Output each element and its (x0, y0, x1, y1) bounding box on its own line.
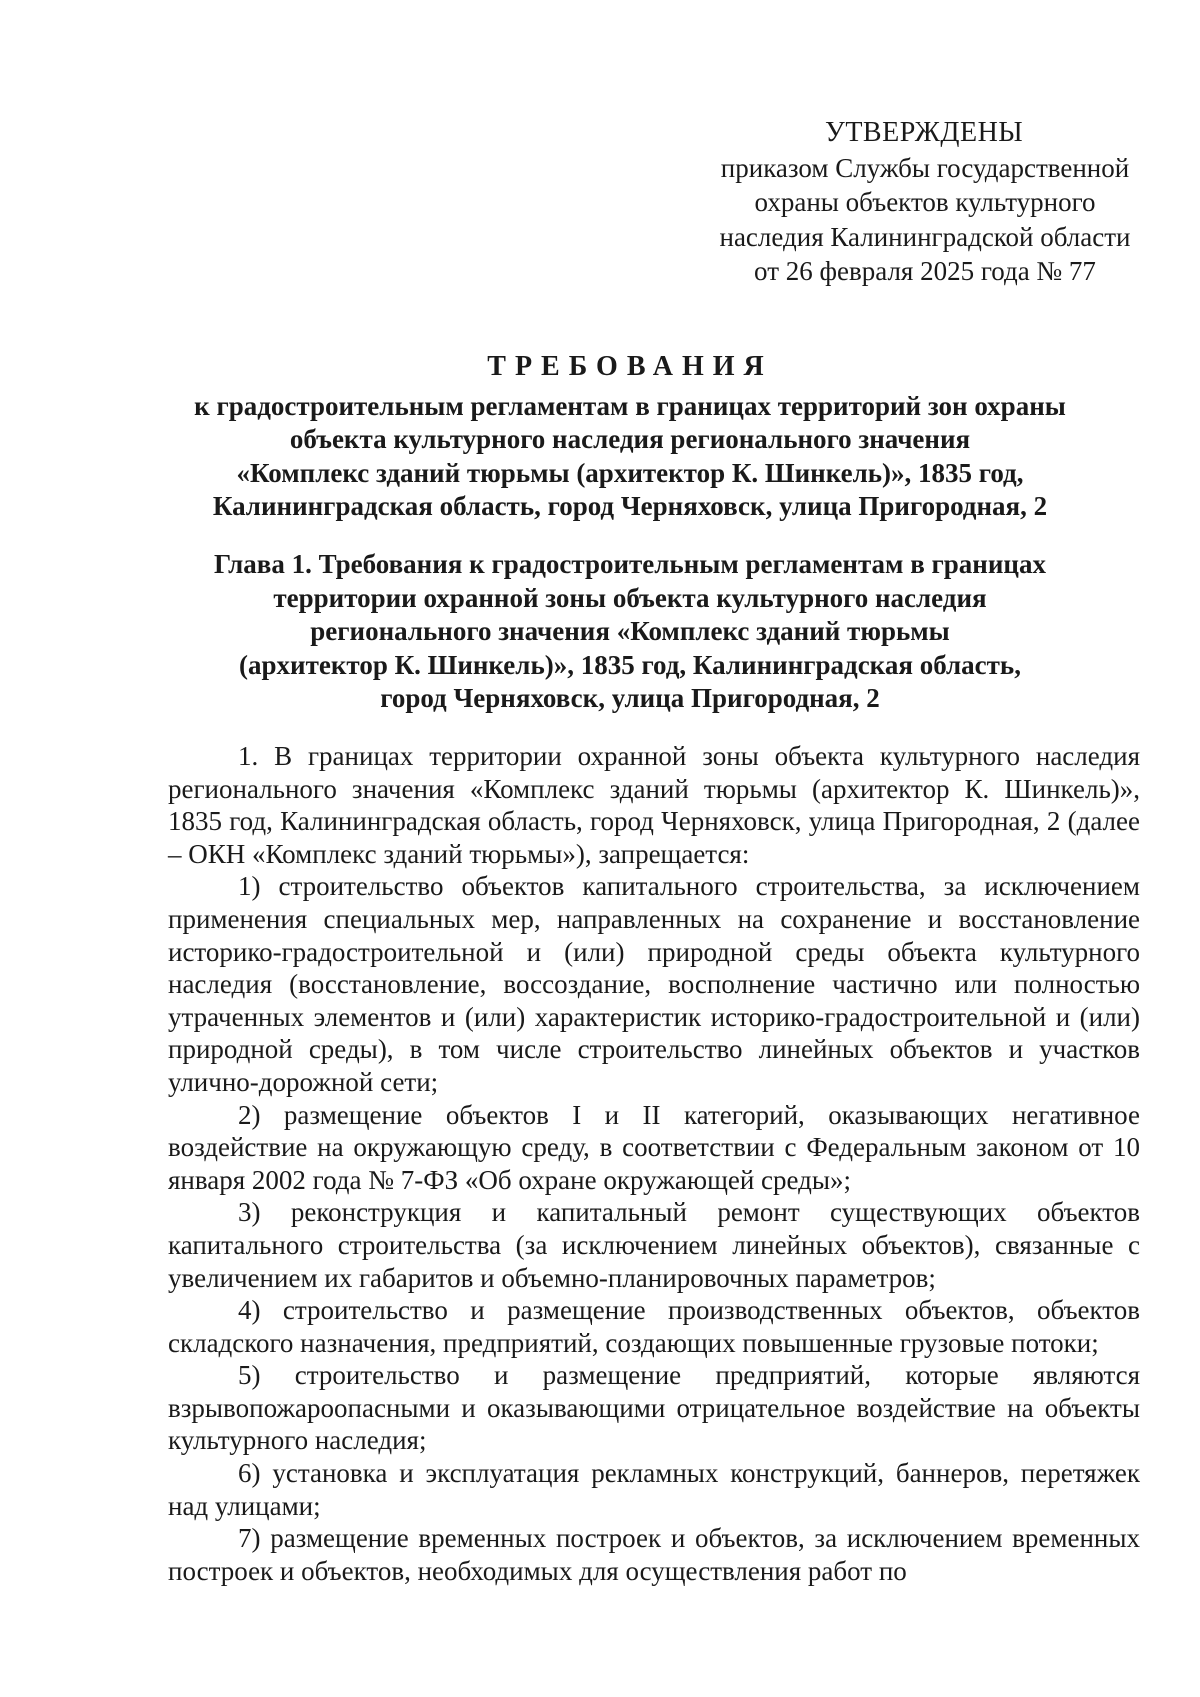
paragraph: 2) размещение объектов I и II категорий, оказывающих негативное воздействие на окружающую среду, в соответствии с Федеральным законом от 10 января 2002 года № 7-ФЗ «Об охране окружающей среды»; (168, 1099, 1140, 1195)
title-line: «Комплекс зданий тюрьмы (архитектор К. Шинкель)», 1835 год, (236, 457, 1024, 488)
approval-line: от 26 февраля 2025 года № 77 (754, 256, 1096, 286)
title-line: к градостроительным регламентам в границах территорий зон охраны (194, 390, 1066, 421)
paragraph: 7) размещение временных построек и объектов, за исключением временных построек и объектов, необходимых для осуществления работ по (168, 1523, 1140, 1586)
title-line: объекта культурного наследия регионального значения (289, 424, 971, 454)
paragraph: 6) установка и эксплуатация рекламных конструкций, баннеров, перетяжек над улицами; (168, 1458, 1140, 1521)
chapter-line: город Черняховск, улица Пригородная, 2 (380, 683, 880, 713)
approval-stamp (690, 116, 1160, 289)
approval-line: охраны объектов культурного (754, 187, 1096, 217)
paragraph: 1. В границах территории охранной зоны объекта культурного наследия регионального значения «Комплекс зданий тюрьмы (архитектор К. Шинкель)», 1835 год, Калининградская область, город Черняховск, улица Пригородная, 2 (далее – ОКН «Комплекс зданий тюрьмы»), запрещается: (168, 741, 1140, 869)
paragraph: 3) реконструкция и капитальный ремонт существующих объектов капитального строительства (за исключением линейных объектов), связанные с увеличением их габаритов и объемно-планировочных параметров; (168, 1197, 1140, 1293)
document-title (150, 350, 1110, 524)
document-body (168, 740, 1140, 1587)
approval-head: УТВЕРЖДЕНЫ (825, 117, 1024, 148)
paragraph: 1) строительство объектов капитального строительства, за исключением применения специальных мер, направленных на сохранение и восстановление историко-градостроительной и (или) природной среды объекта культурного наследия (восстановление, воссоздание, восполнение частично или полностью утраченных элементов и (или) характеристик историко-градостроительной и (или) природной среды), в том числе строительство линейных объектов и участков улично-дорожной сети; (168, 871, 1140, 1097)
chapter-line: территории охранной зоны объекта культурного наследия (273, 582, 987, 613)
chapter-line: регионального значения «Комплекс зданий тюрьмы (310, 616, 950, 646)
approval-line: приказом Службы государственной (720, 152, 1130, 183)
title-line: Калининградская область, город Черняховск, улица Пригородная, 2 (212, 491, 1048, 521)
chapter-line: (архитектор К. Шинкель)», 1835 год, Калининградская область, (239, 649, 1021, 680)
paragraph: 4) строительство и размещение производственных объектов, объектов складского назначения, предприятий, создающих повышенные грузовые потоки; (168, 1295, 1140, 1358)
chapter-line: Глава 1. Требования к градостроительным регламентам в границах (214, 549, 1046, 579)
paragraph: 5) строительство и размещение предприятий, которые являются взрывопожароопасными и оказывающими отрицательное воздействие на объекты культурного наследия; (168, 1360, 1140, 1456)
chapter-heading (150, 548, 1110, 716)
approval-line: наследия Калининградской области (719, 221, 1131, 252)
title-main: ТРЕБОВАНИЯ (487, 351, 773, 382)
